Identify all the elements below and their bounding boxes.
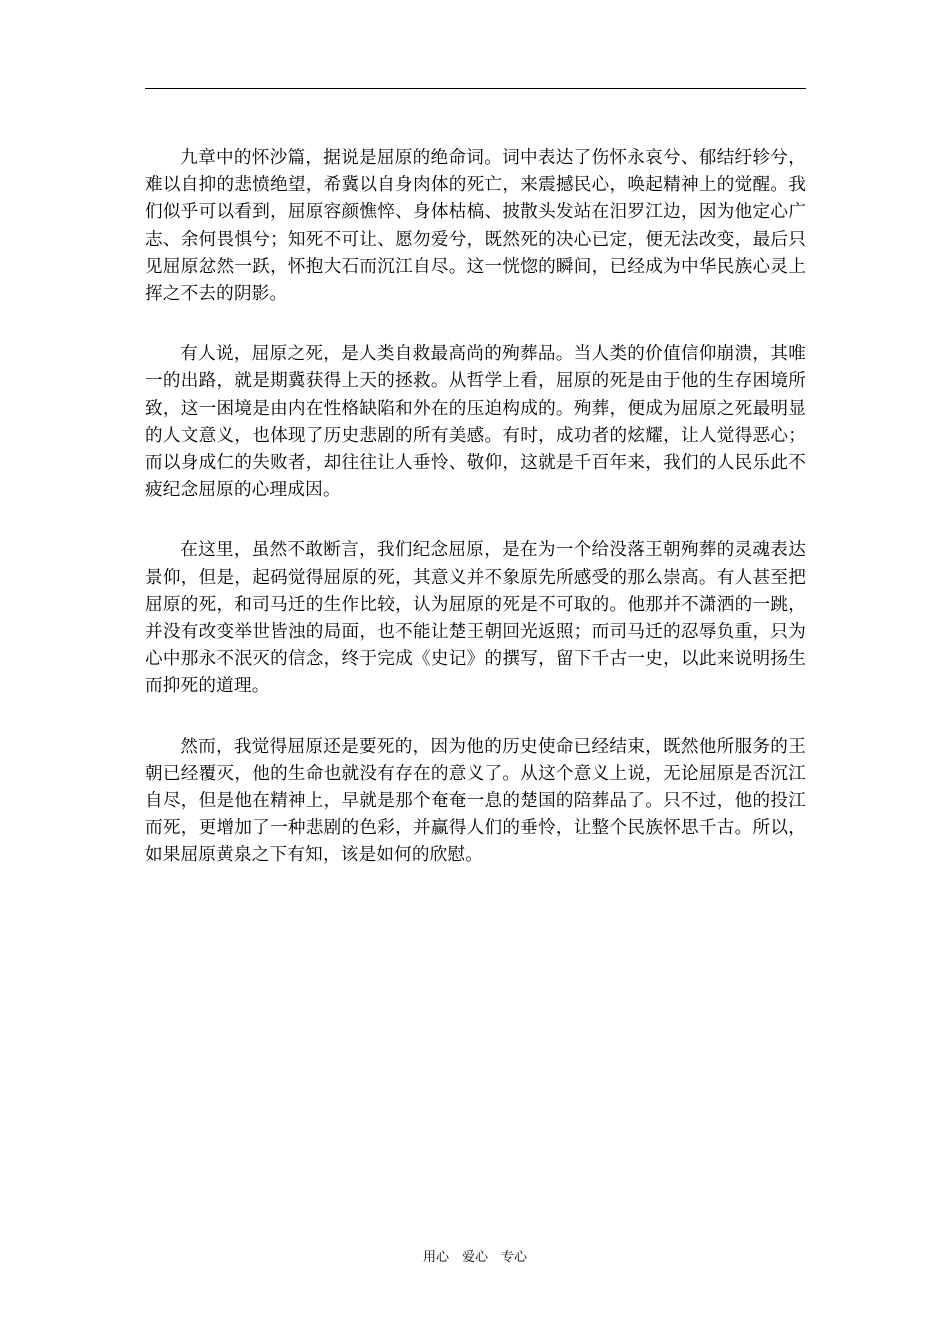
header-divider	[145, 88, 806, 89]
paragraph-3: 在这里，虽然不敢断言，我们纪念屈原，是在为一个给没落王朝殉葬的灵魂表达景仰，但是，起码觉得屈原的死，其意义并不象原先所感受的那么崇高。有人甚至把屈原的死，和司马迁的生作比较，认为屈原的死是不可取的。他那并不潇洒的一跳，并没有改变举世皆浊的局面，也不能让楚王朝回光返照；而司马迁的忍辱负重，只为心中那永不泯灭的信念，终于完成《史记》的撰写，留下千古一史，以此来说明扬生而抑死的道理。	[145, 540, 806, 697]
paragraph-2: 有人说，屈原之死，是人类自救最高尚的殉葬品。当人类的价值信仰崩溃，其唯一的出路，就是期冀获得上天的拯救。从哲学上看，屈原的死是由于他的生存困境所致，这一困境是由内在性格缺陷和外在的压迫构成的。殉葬，便成为屈原之死最明显的人文意义，也体现了历史悲剧的所有美感。有时，成功者的炫耀，让人觉得恶心；而以身成仁的失败者，却往往让人垂怜、敬仰，这就是千百年来，我们的人民乐此不疲纪念屈原的心理成因。	[145, 344, 806, 501]
paragraph-1: 九章中的怀沙篇，据说是屈原的绝命词。词中表达了伤怀永哀兮、郁结纡轸兮，难以自抑的悲愤绝望，希冀以自身肉体的死亡，来震撼民心，唤起精神上的觉醒。我们似乎可以看到，屈原容颜憔悴、身体枯槁、披散头发站在汨罗江边，因为他定心广志、余何畏惧兮；知死不可让、愿勿爱兮，既然死的决心已定，便无法改变，最后只见屈原忿然一跃，怀抱大石而沉江自尽。这一恍惚的瞬间，已经成为中华民族心灵上挥之不去的阴影。	[145, 148, 806, 305]
document-body	[145, 145, 806, 903]
paragraph-4: 然而，我觉得屈原还是要死的，因为他的历史使命已经结束，既然他所服务的王朝已经覆灭，他的生命也就没有存在的意义了。从这个意义上说，无论屈原是否沉江自尽，但是他在精神上，早就是那个奄奄一息的楚国的陪葬品了。只不过，他的投江而死，更增加了一种悲剧的色彩，并赢得人们的垂怜，让整个民族怀思千古。所以，如果屈原黄泉之下有知，该是如何的欣慰。	[145, 736, 806, 866]
page-footer: 用心 爱心 专心	[422, 1250, 527, 1265]
